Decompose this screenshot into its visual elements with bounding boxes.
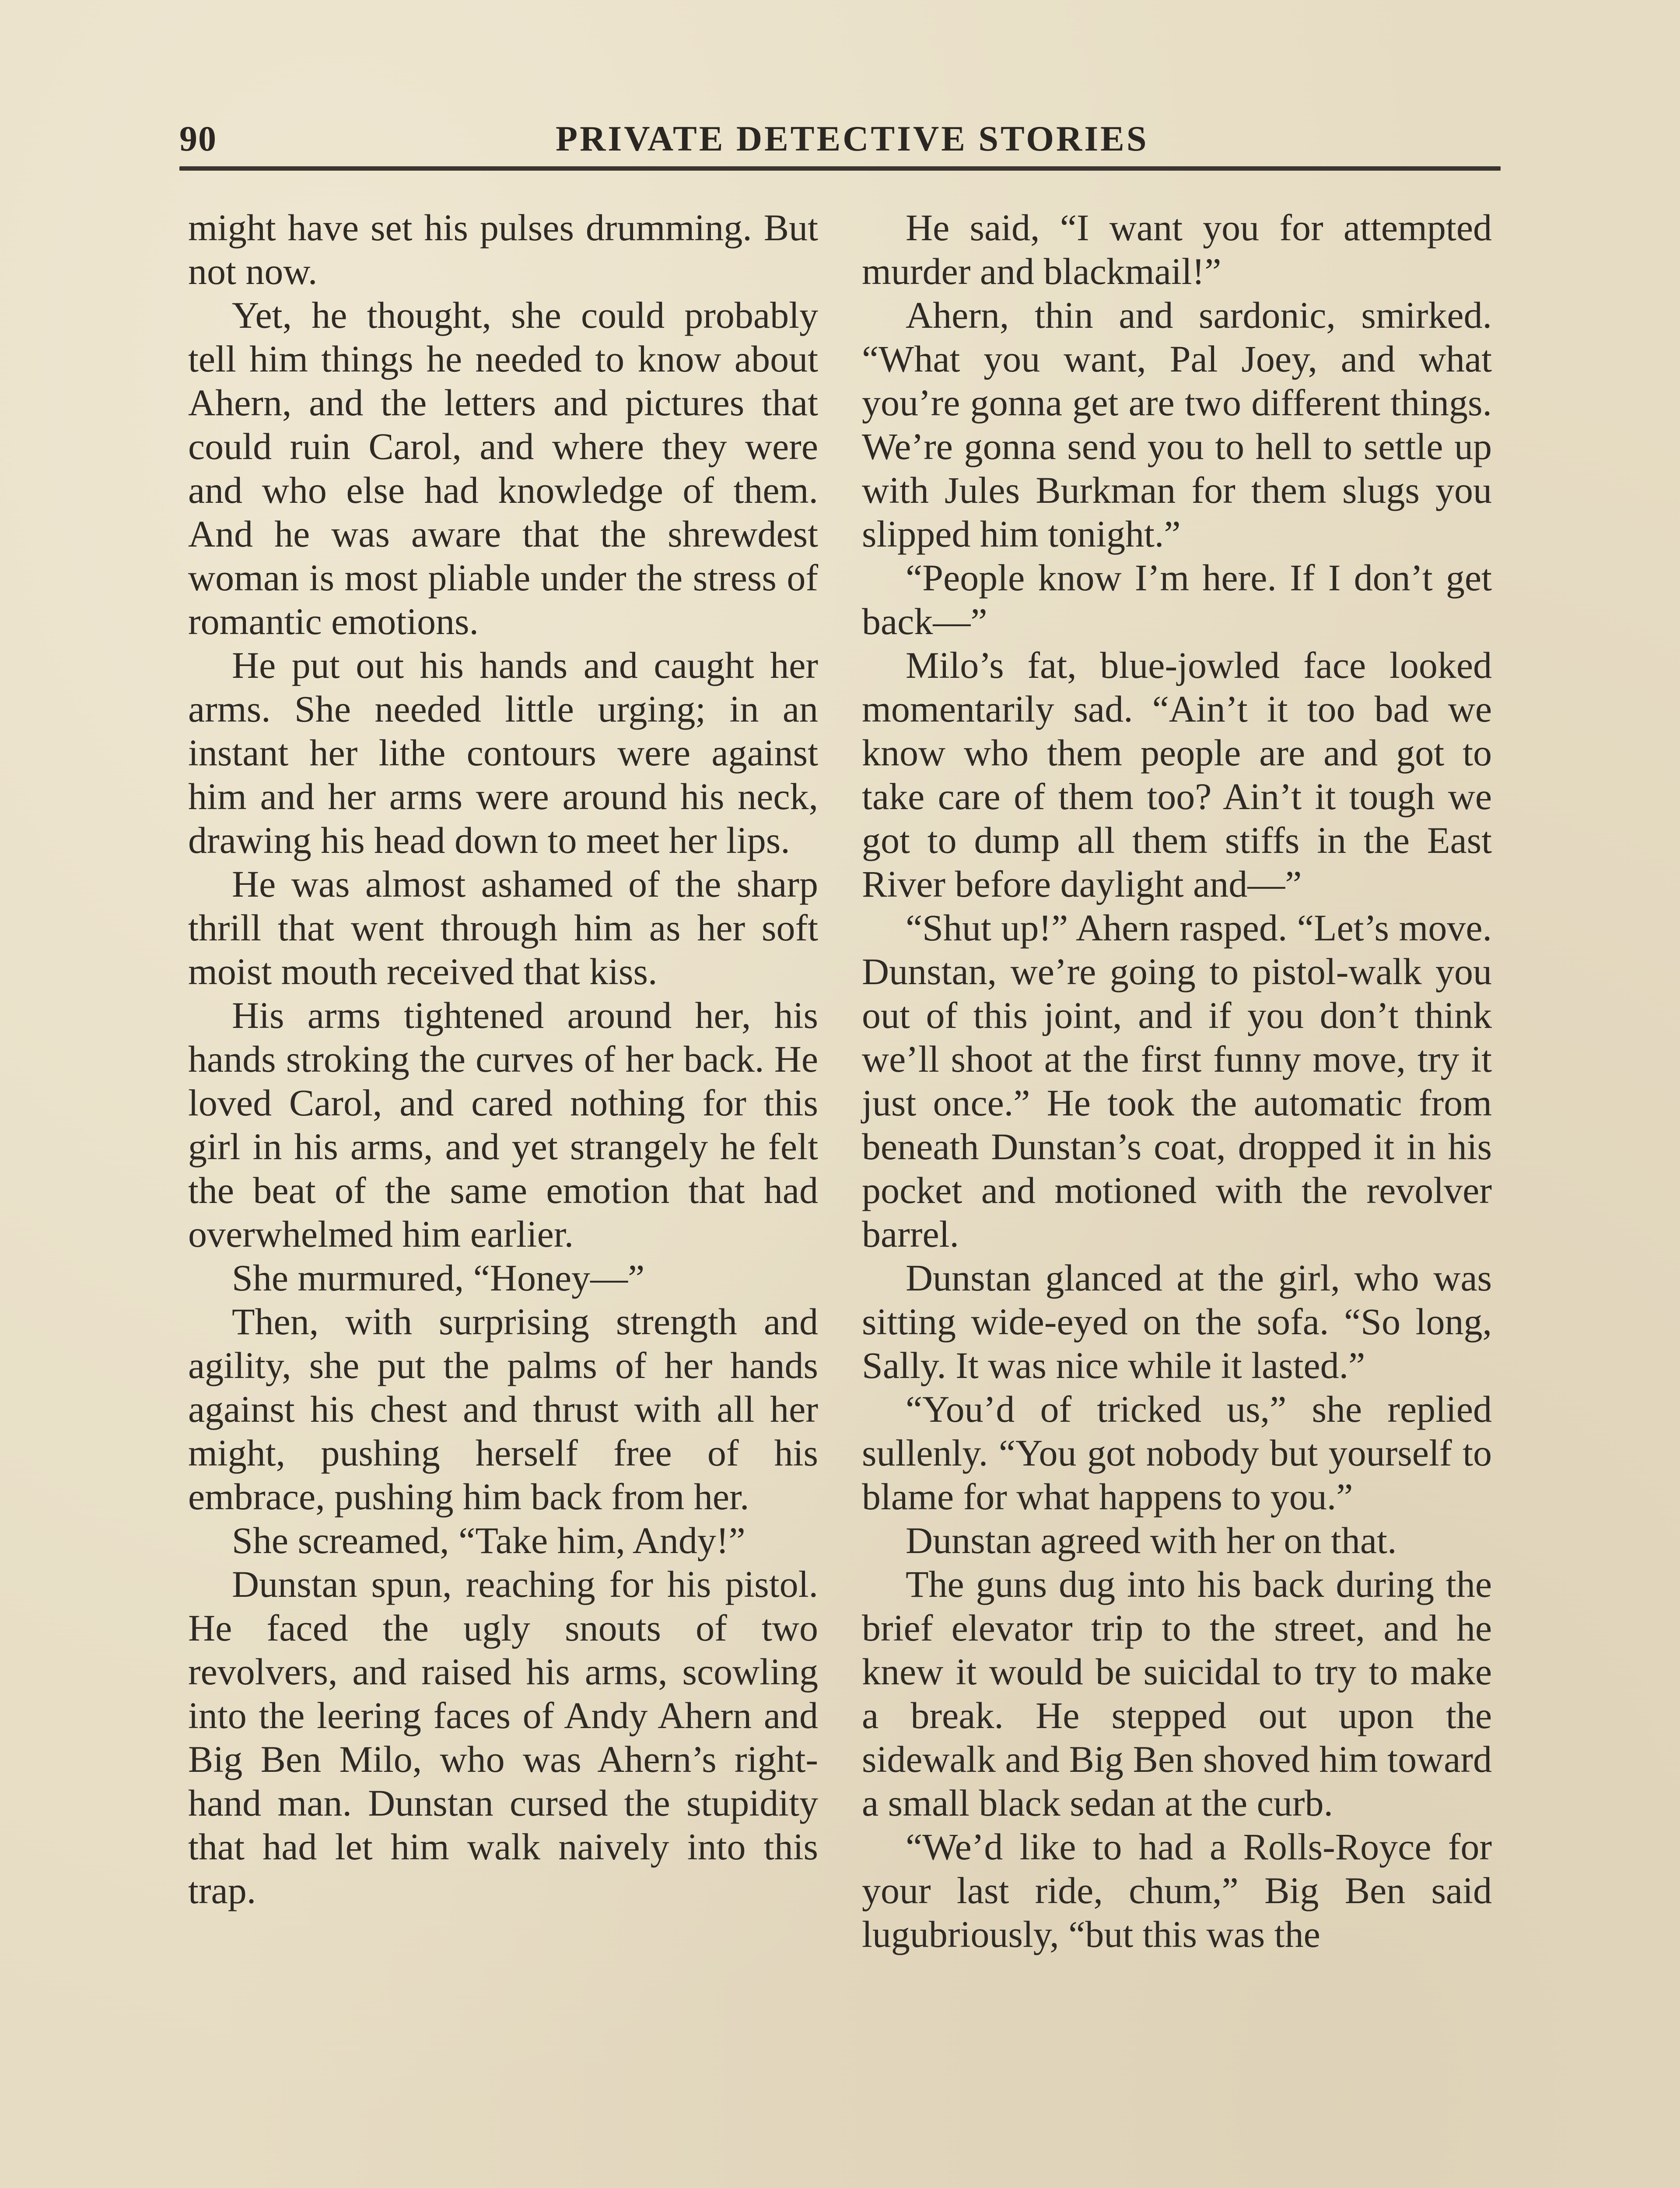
paragraph: Dunstan agreed with her on that. <box>906 1519 1397 1561</box>
paragraph: Then, with surprising strength and agility, she put the palms of her hands against his chest and thrust with all her might, pushing herself free of his embrace, pushing him back from her. <box>188 1301 818 1518</box>
paragraph: He was almost ashamed of the sharp thrill that went through him as her soft moist mouth received that kiss. <box>188 863 818 992</box>
paragraph: “Shut up!” Ahern rasped. “Let’s move. Dunstan, we’re going to pistol-walk you out of this joint, and if you don’t think we’ll shoot at the first funny move, try it just once.” He took the automatic from beneath Dunstan’s coat, dropped it in his pocket and motioned with the revolver barrel. <box>862 907 1492 1255</box>
paragraph: Dunstan spun, reaching for his pistol. He faced the ugly snouts of two revolvers, and raised his arms, scowling into the leering faces of Andy Ahern and Big Ben Milo, who was Ahern’s right-hand man. Dunstan cursed the stupidity that had let him walk naively into this trap. <box>188 1563 818 1911</box>
paragraph: “You’d of tricked us,” she replied sullenly. “You got nobody but yourself to blame for what happens to you.” <box>862 1388 1492 1518</box>
paragraph: Yet, he thought, she could probably tell him things he needed to know about Ahern, and the letters and pictures that could ruin Carol, and where they were and who else had knowledge of them. And he was aware that the shrewdest woman is most pliable under the stress of romantic emotions. <box>188 294 818 642</box>
paragraph: Milo’s fat, blue-jowled face looked momentarily sad. “Ain’t it too bad we know who them people are and got to take care of them too? Ain’t it tough we got to dump all them stiffs in the East River before daylight and—” <box>862 644 1492 905</box>
paragraph: Ahern, thin and sardonic, smirked. “What you want, Pal Joey, and what you’re gonna get are two different things. We’re gonna send you to hell to settle up with Jules Burkman for them slugs you slipped him tonight.” <box>862 294 1492 555</box>
paragraph: She murmured, “Honey—” <box>232 1257 645 1299</box>
paragraph: She screamed, “Take him, Andy!” <box>232 1519 746 1561</box>
paragraph: might have set his pulses drumming. But not now. <box>188 207 818 292</box>
running-title: PRIVATE DETECTIVE STORIES <box>556 119 1149 158</box>
paragraph: He put out his hands and caught her arms. She needed little urging; in an instant her lithe contours were against him and her arms were around his neck, drawing his head down to meet her lips. <box>188 644 818 861</box>
left-column <box>188 206 818 1912</box>
header-rule <box>179 166 1501 171</box>
paragraph: Dunstan glanced at the girl, who was sitting wide-eyed on the sofa. “So long, Sally. It was nice while it lasted.” <box>862 1257 1492 1386</box>
paragraph: “We’d like to had a Rolls-Royce for your last ride, chum,” Big Ben said lugubriously, “but this was the <box>862 1826 1492 1955</box>
paragraph: He said, “I want you for attempted murder and blackmail!” <box>862 207 1492 292</box>
page-number: 90 <box>179 119 217 158</box>
page-header <box>179 118 1501 166</box>
right-column <box>862 206 1492 1956</box>
paragraph: “People know I’m here. If I don’t get back—” <box>862 557 1492 642</box>
paragraph: The guns dug into his back during the brief elevator trip to the street, and he knew it would be suicidal to try to make a break. He stepped out upon the sidewalk and Big Ben shoved him toward a small black sedan at the curb. <box>862 1563 1492 1824</box>
paragraph: His arms tightened around her, his hands stroking the curves of her back. He loved Carol, and cared nothing for this girl in his arms, and yet strangely he felt the beat of the same emotion that had overwhelmed him earlier. <box>188 994 818 1255</box>
